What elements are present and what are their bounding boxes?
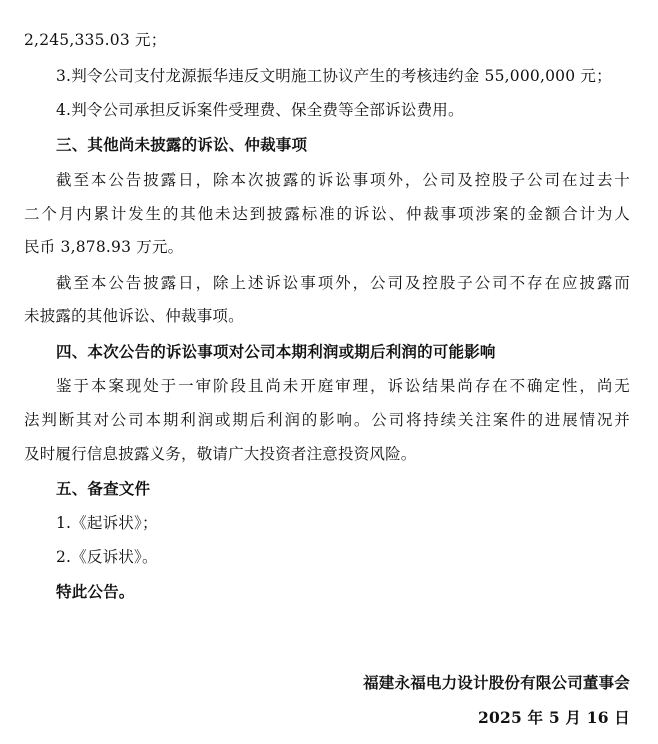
section-4-para-line-3: 及时履行信息披露义务，敬请广大投资者注意投资风险。 [24, 445, 417, 463]
section-heading-3: 三、其他尚未披露的诉讼、仲裁事项 [56, 135, 308, 154]
reference-file-2: 2.《反诉状》。 [56, 548, 158, 566]
section-heading-4: 四、本次公告的诉讼事项对公司本期利润或期后利润的可能影响 [56, 342, 496, 361]
section-3-para-2-line-2: 未披露的其他诉讼、仲裁事项。 [24, 307, 244, 325]
amount-line: 2,245,335.03 元； [24, 31, 167, 49]
section-4-para-line-1: 鉴于本案现处于一审阶段且尚未开庭审理，诉讼结果尚存在不确定性，尚无 [56, 377, 630, 395]
section-3-para-1-line-1: 截至本公告披露日，除本次披露的诉讼事项外，公司及控股子公司在过去十 [56, 171, 630, 189]
claim-item-4: 4.判令公司承担反诉案件受理费、保全费等全部诉讼费用。 [56, 101, 464, 119]
reference-file-1: 1.《起诉状》； [56, 514, 158, 532]
section-heading-5: 五、备查文件 [56, 479, 151, 498]
closing-statement: 特此公告。 [56, 582, 135, 601]
claim-item-3: 3.判令公司支付龙源振华违反文明施工协议产生的考核违约金 55,000,000 元； [56, 67, 612, 85]
signature-board: 福建永福电力设计股份有限公司董事会 [363, 673, 630, 692]
section-3-para-1-line-3: 民币 3,878.93 万元。 [24, 238, 184, 256]
section-3-para-1-line-2: 二个月内累计发生的其他未达到披露标准的诉讼、仲裁事项涉案的金额合计为人 [24, 205, 630, 223]
section-3-para-2-line-1: 截至本公告披露日，除上述诉讼事项外，公司及控股子公司不存在应披露而 [56, 274, 630, 292]
section-4-para-line-2: 法判断其对公司本期利润或期后利润的影响。公司将持续关注案件的进展情况并 [24, 411, 630, 429]
announcement-date: 2025 年 5 月 16 日 [478, 708, 630, 727]
